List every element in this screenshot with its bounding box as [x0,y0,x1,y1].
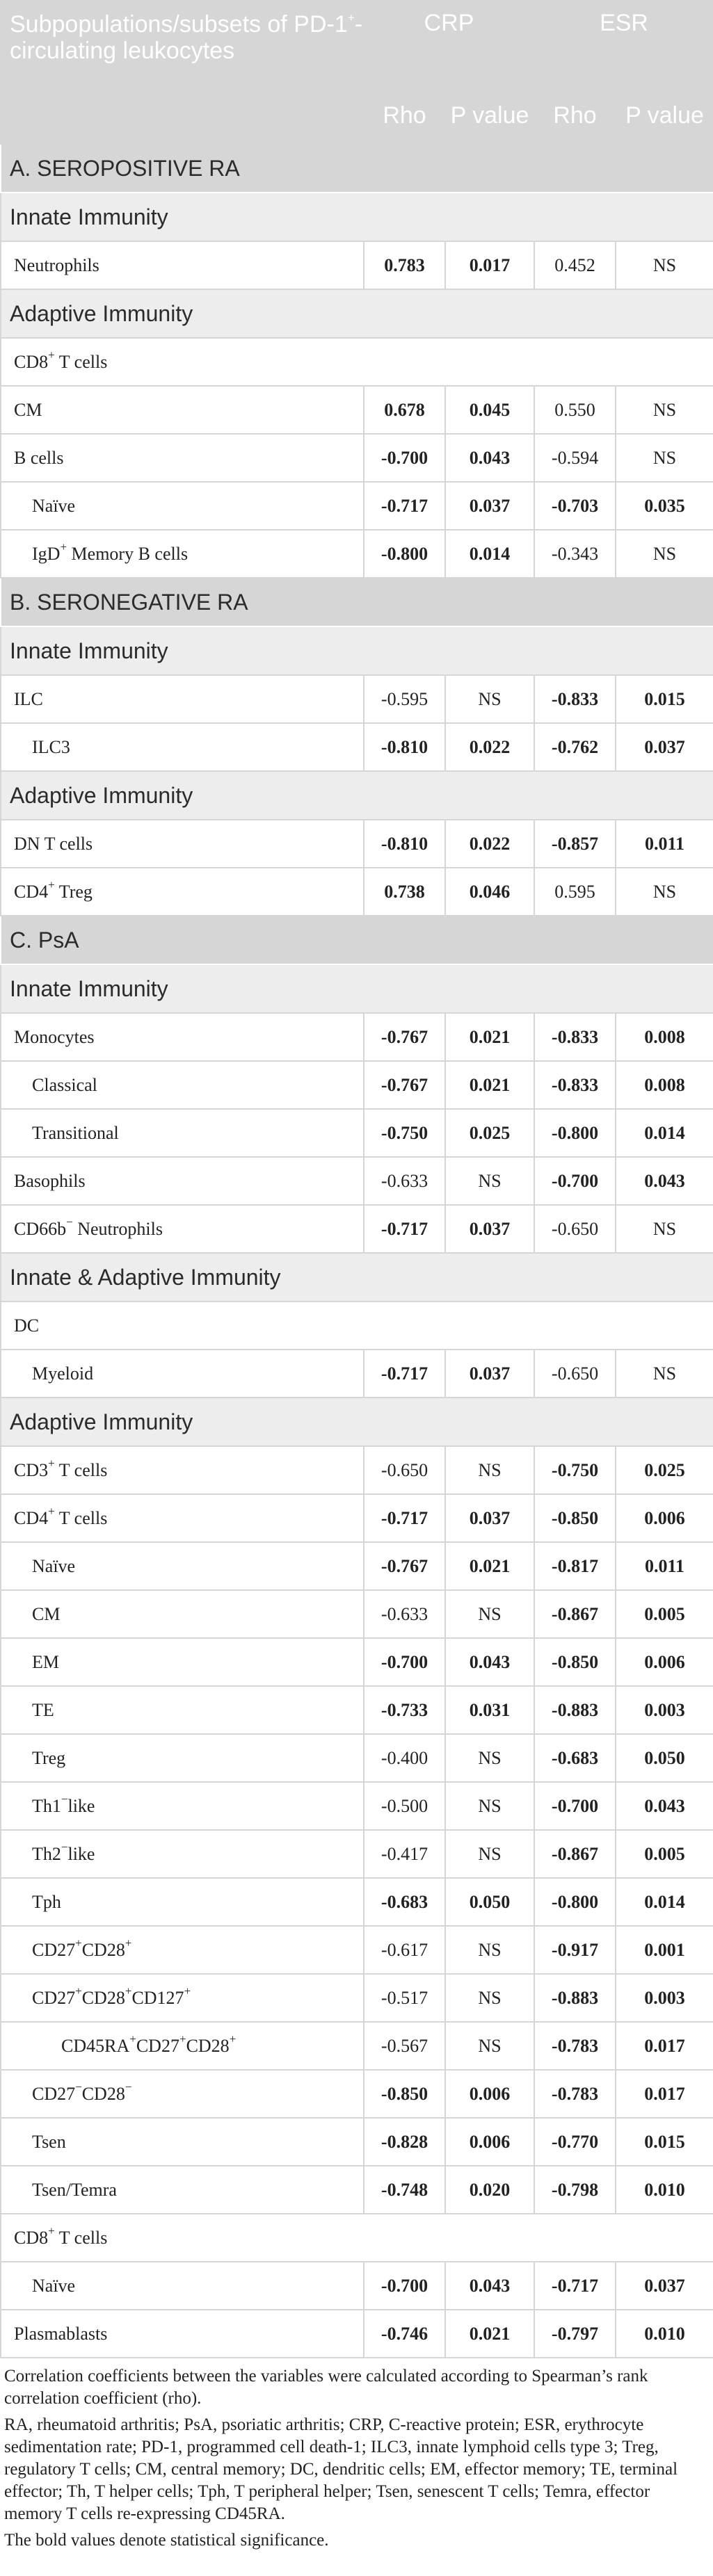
row-label: Plasmablasts [1,2310,364,2358]
esr-rho-cell: -0.850 [534,1638,616,1686]
crp-pvalue-cell: 0.043 [445,1638,534,1686]
row-label: B cells [1,434,364,482]
crp-pvalue-cell: NS [445,1926,534,1974]
crp-pvalue-cell: 0.006 [445,2118,534,2166]
superscript: + [75,1936,82,1950]
table-row [1,868,713,916]
category-row [1,1253,713,1302]
crp-rho-cell: -0.400 [364,1734,445,1782]
esr-rho-cell: -0.800 [534,1878,616,1926]
esr-pvalue-cell: 0.037 [616,723,713,771]
crp-rho-cell: -0.617 [364,1926,445,1974]
esr-pvalue-cell: 0.017 [616,2022,713,2070]
section-row [1,578,713,626]
esr-pvalue-cell: NS [616,386,713,434]
esr-rho-cell: 0.550 [534,386,616,434]
table-row [1,1013,713,1061]
crp-pvalue-cell: 0.043 [445,2262,534,2310]
esr-pvalue-cell: NS [616,241,713,289]
esr-rho-cell: 0.595 [534,868,616,916]
esr-rho-cell: -0.700 [534,1157,616,1205]
header-title [1,1,364,144]
crp-rho-cell: -0.650 [364,1446,445,1494]
table-row [1,434,713,482]
esr-pvalue-cell: 0.035 [616,482,713,530]
esr-rho-cell: -0.683 [534,1734,616,1782]
esr-pvalue-cell: NS [616,530,713,578]
crp-pvalue-cell: 0.022 [445,820,534,868]
superscript: + [48,2223,55,2237]
superscript: − [75,2080,82,2093]
row-label: DN T cells [1,820,364,868]
crp-pvalue-cell: 0.037 [445,1205,534,1253]
group-label-row [1,2214,713,2262]
table-body [1,144,713,2358]
crp-pvalue-cell: 0.025 [445,1109,534,1157]
superscript: + [75,1984,82,1998]
table-row [1,1109,713,1157]
header-group-esr: ESR [534,1,713,87]
esr-rho-cell: -0.797 [534,2310,616,2358]
crp-rho-cell: -0.517 [364,1974,445,2022]
crp-pvalue-cell: NS [445,1734,534,1782]
esr-pvalue-cell: 0.010 [616,2166,713,2214]
table-row [1,2166,713,2214]
esr-rho-cell: -0.343 [534,530,616,578]
row-label: CD66b− Neutrophils [1,1205,364,1253]
row-label: Naïve [1,2262,364,2310]
esr-pvalue-cell: 0.008 [616,1061,713,1109]
row-label: CM [1,386,364,434]
esr-rho-cell: 0.452 [534,241,616,289]
category-label: Adaptive Immunity [1,771,713,820]
esr-pvalue-cell: 0.001 [616,1926,713,1974]
table-row [1,1494,713,1542]
crp-rho-cell: -0.633 [364,1590,445,1638]
crp-pvalue-cell: 0.031 [445,1686,534,1734]
esr-rho-cell: -0.783 [534,2022,616,2070]
row-label: EM [1,1638,364,1686]
crp-rho-cell: -0.595 [364,675,445,723]
crp-pvalue-cell: 0.037 [445,482,534,530]
esr-pvalue-cell: 0.006 [616,1494,713,1542]
section-row [1,144,713,193]
superscript: + [48,1504,55,1518]
crp-rho-cell: -0.800 [364,530,445,578]
esr-pvalue-cell: NS [616,868,713,916]
esr-pvalue-cell: 0.037 [616,2262,713,2310]
esr-pvalue-cell: 0.025 [616,1446,713,1494]
crp-pvalue-cell: 0.043 [445,434,534,482]
esr-pvalue-cell: 0.011 [616,820,713,868]
esr-pvalue-cell: 0.005 [616,1830,713,1878]
crp-pvalue-cell: 0.017 [445,241,534,289]
table-row [1,820,713,868]
crp-pvalue-cell: 0.021 [445,1013,534,1061]
crp-rho-cell: -0.733 [364,1686,445,1734]
footnote-method: Correlation coefficients between the variables were calculated according to Spearman’s rank correlation coefficient (rho). [4,2367,648,2408]
row-label: CD27−CD28− [1,2070,364,2118]
table-row [1,2262,713,2310]
group-label: CD8+ T cells [1,338,713,386]
category-label: Innate Immunity [1,626,713,675]
row-label: CD4+ Treg [1,868,364,916]
header-esr-pvalue: P value [616,87,713,144]
esr-rho-cell: -0.883 [534,1974,616,2022]
superscript: − [66,1215,73,1229]
row-label: Th1−like [1,1782,364,1830]
superscript: + [129,2032,136,2046]
esr-rho-cell: -0.798 [534,2166,616,2214]
crp-pvalue-cell: NS [445,1974,534,2022]
crp-pvalue-cell: 0.006 [445,2070,534,2118]
row-label: CD4+ T cells [1,1494,364,1542]
esr-rho-cell: -0.817 [534,1542,616,1590]
esr-rho-cell: -0.867 [534,1590,616,1638]
esr-pvalue-cell: 0.010 [616,2310,713,2358]
crp-rho-cell: -0.633 [364,1157,445,1205]
crp-pvalue-cell: 0.050 [445,1878,534,1926]
crp-rho-cell: -0.850 [364,2070,445,2118]
crp-rho-cell: -0.767 [364,1542,445,1590]
esr-pvalue-cell: 0.011 [616,1542,713,1590]
esr-rho-cell: -0.800 [534,1109,616,1157]
esr-rho-cell: -0.703 [534,482,616,530]
superscript: + [125,1936,132,1950]
row-label: CD27+CD28+ [1,1926,364,1974]
category-row [1,964,713,1013]
esr-rho-cell: -0.867 [534,1830,616,1878]
crp-rho-cell: -0.417 [364,1830,445,1878]
esr-rho-cell: -0.650 [534,1350,616,1398]
esr-pvalue-cell: 0.014 [616,1109,713,1157]
crp-pvalue-cell: NS [445,1782,534,1830]
esr-pvalue-cell: 0.003 [616,1974,713,2022]
table-row [1,675,713,723]
table-row [1,1638,713,1686]
table-row [1,1350,713,1398]
section-label: B. SERONEGATIVE RA [1,578,713,626]
esr-pvalue-cell: 0.014 [616,1878,713,1926]
esr-pvalue-cell: 0.008 [616,1013,713,1061]
esr-rho-cell: -0.770 [534,2118,616,2166]
section-label: C. PsA [1,916,713,964]
superscript: + [48,348,55,362]
table-row [1,1590,713,1638]
group-label-row [1,338,713,386]
esr-pvalue-cell: 0.043 [616,1157,713,1205]
header-crp-rho: Rho [364,87,445,144]
table-row [1,241,713,289]
esr-rho-cell: -0.857 [534,820,616,868]
table-row [1,1734,713,1782]
crp-pvalue-cell: 0.021 [445,1061,534,1109]
table-row [1,1830,713,1878]
superscript: + [48,1456,55,1470]
esr-rho-cell: -0.833 [534,675,616,723]
crp-pvalue-cell: NS [445,1157,534,1205]
crp-rho-cell: -0.700 [364,434,445,482]
table-row [1,2022,713,2070]
crp-pvalue-cell: NS [445,1590,534,1638]
crp-pvalue-cell: NS [445,1830,534,1878]
table-row [1,1878,713,1926]
category-label: Adaptive Immunity [1,289,713,338]
superscript: − [61,1840,68,1854]
crp-pvalue-cell: 0.045 [445,386,534,434]
crp-rho-cell: -0.683 [364,1878,445,1926]
esr-rho-cell: -0.700 [534,1782,616,1830]
crp-rho-cell: -0.767 [364,1013,445,1061]
table-row [1,2070,713,2118]
table-row [1,1061,713,1109]
row-label: Basophils [1,1157,364,1205]
crp-rho-cell: -0.810 [364,723,445,771]
crp-rho-cell: -0.746 [364,2310,445,2358]
footnote-abbreviations: RA, rheumatoid arthritis; PsA, psoriatic arthritis; CRP, C-reactive protein; ESR, erythrocyte sedimentation rate; PD-1, programmed cell death-1; ILC3, innate lymphoid cells type 3; Treg, regulatory T cells; CM, central memory; DC, dendritic cells; EM, effector memory; TE, terminal effector; Th, T helper cells; Tph, T peripheral helper; Tsen, senescent T cells; Temra, effector memory T cells re-expressing CD45RA. [4,2415,678,2523]
row-label: CD45RA+CD27+CD28+ [1,2022,364,2070]
esr-rho-cell: -0.850 [534,1494,616,1542]
category-label: Innate Immunity [1,193,713,241]
category-row [1,771,713,820]
esr-pvalue-cell: 0.043 [616,1782,713,1830]
crp-rho-cell: -0.717 [364,1494,445,1542]
row-label: CD27+CD28+CD127+ [1,1974,364,2022]
crp-rho-cell: -0.717 [364,1350,445,1398]
esr-pvalue-cell: 0.050 [616,1734,713,1782]
table-row [1,1782,713,1830]
table-row [1,482,713,530]
superscript: + [60,540,67,553]
header-row-groups [1,1,713,87]
esr-pvalue-cell: NS [616,1350,713,1398]
superscript: − [125,2080,132,2093]
crp-rho-cell: -0.700 [364,1638,445,1686]
table-row [1,1446,713,1494]
crp-pvalue-cell: 0.021 [445,2310,534,2358]
crp-pvalue-cell: 0.037 [445,1494,534,1542]
crp-pvalue-cell: 0.046 [445,868,534,916]
esr-rho-cell: -0.650 [534,1205,616,1253]
table-row [1,1205,713,1253]
row-label: IgD+ Memory B cells [1,530,364,578]
esr-pvalue-cell: NS [616,434,713,482]
row-label: Neutrophils [1,241,364,289]
category-row [1,193,713,241]
superscript: + [48,877,55,891]
row-label: Naïve [1,1542,364,1590]
table-row [1,2118,713,2166]
row-label: Naïve [1,482,364,530]
category-label: Innate & Adaptive Immunity [1,1253,713,1302]
crp-rho-cell: -0.717 [364,482,445,530]
table-row [1,723,713,771]
crp-pvalue-cell: 0.014 [445,530,534,578]
crp-pvalue-cell: 0.022 [445,723,534,771]
crp-rho-cell: 0.738 [364,868,445,916]
row-label: Myeloid [1,1350,364,1398]
crp-rho-cell: -0.767 [364,1061,445,1109]
category-row [1,1398,713,1446]
superscript: + [125,1984,132,1998]
crp-rho-cell: -0.567 [364,2022,445,2070]
esr-rho-cell: -0.917 [534,1926,616,1974]
table-footnotes [0,2358,713,2552]
group-label-row [1,1302,713,1350]
esr-rho-cell: -0.717 [534,2262,616,2310]
esr-pvalue-cell: 0.006 [616,1638,713,1686]
table-row [1,530,713,578]
crp-pvalue-cell: 0.021 [445,1542,534,1590]
crp-rho-cell: -0.500 [364,1782,445,1830]
superscript: − [61,1792,68,1806]
category-row [1,626,713,675]
row-label: Tph [1,1878,364,1926]
header-group-crp: CRP [364,1,534,87]
crp-rho-cell: -0.700 [364,2262,445,2310]
row-label: ILC3 [1,723,364,771]
row-label: Treg [1,1734,364,1782]
category-label: Adaptive Immunity [1,1398,713,1446]
esr-rho-cell: -0.883 [534,1686,616,1734]
superscript: + [179,2032,186,2046]
esr-rho-cell: -0.594 [534,434,616,482]
superscript: + [229,2032,237,2046]
row-label: Transitional [1,1109,364,1157]
header-title-text: Subpopulations/subsets of PD-1+-circulating leukocytes [10,10,363,64]
esr-pvalue-cell: 0.015 [616,675,713,723]
esr-rho-cell: -0.750 [534,1446,616,1494]
row-label: CM [1,1590,364,1638]
esr-rho-cell: -0.762 [534,723,616,771]
crp-pvalue-cell: NS [445,675,534,723]
footnote-bold: The bold values denote statistical significance. [4,2531,329,2550]
esr-pvalue-cell: 0.005 [616,1590,713,1638]
table-row [1,1542,713,1590]
crp-pvalue-cell: 0.037 [445,1350,534,1398]
row-label: Tsen [1,2118,364,2166]
esr-pvalue-cell: 0.003 [616,1686,713,1734]
table-row [1,1926,713,1974]
row-label: ILC [1,675,364,723]
crp-rho-cell: 0.783 [364,241,445,289]
crp-rho-cell: -0.750 [364,1109,445,1157]
row-label: Tsen/Temra [1,2166,364,2214]
category-row [1,289,713,338]
header-crp-pvalue: P value [445,87,534,144]
group-label: CD8+ T cells [1,2214,713,2262]
category-label: Innate Immunity [1,964,713,1013]
crp-pvalue-cell: NS [445,1446,534,1494]
esr-rho-cell: -0.833 [534,1061,616,1109]
crp-pvalue-cell: 0.020 [445,2166,534,2214]
row-label: TE [1,1686,364,1734]
table-row [1,386,713,434]
superscript: + [347,10,355,24]
crp-rho-cell: -0.810 [364,820,445,868]
crp-rho-cell: -0.748 [364,2166,445,2214]
row-label: CD3+ T cells [1,1446,364,1494]
crp-rho-cell: 0.678 [364,386,445,434]
esr-pvalue-cell: 0.015 [616,2118,713,2166]
table-row [1,1974,713,2022]
crp-rho-cell: -0.828 [364,2118,445,2166]
crp-pvalue-cell: NS [445,2022,534,2070]
row-label: Classical [1,1061,364,1109]
table-row [1,1686,713,1734]
esr-rho-cell: -0.783 [534,2070,616,2118]
esr-rho-cell: -0.833 [534,1013,616,1061]
esr-pvalue-cell: NS [616,1205,713,1253]
row-label: Th2−like [1,1830,364,1878]
header-esr-rho: Rho [534,87,616,144]
crp-rho-cell: -0.717 [364,1205,445,1253]
table-row [1,1157,713,1205]
row-label: Monocytes [1,1013,364,1061]
superscript: + [184,1984,191,1998]
section-label: A. SEROPOSITIVE RA [1,144,713,193]
group-label: DC [1,1302,713,1350]
section-row [1,916,713,964]
esr-pvalue-cell: 0.017 [616,2070,713,2118]
table-row [1,2310,713,2358]
